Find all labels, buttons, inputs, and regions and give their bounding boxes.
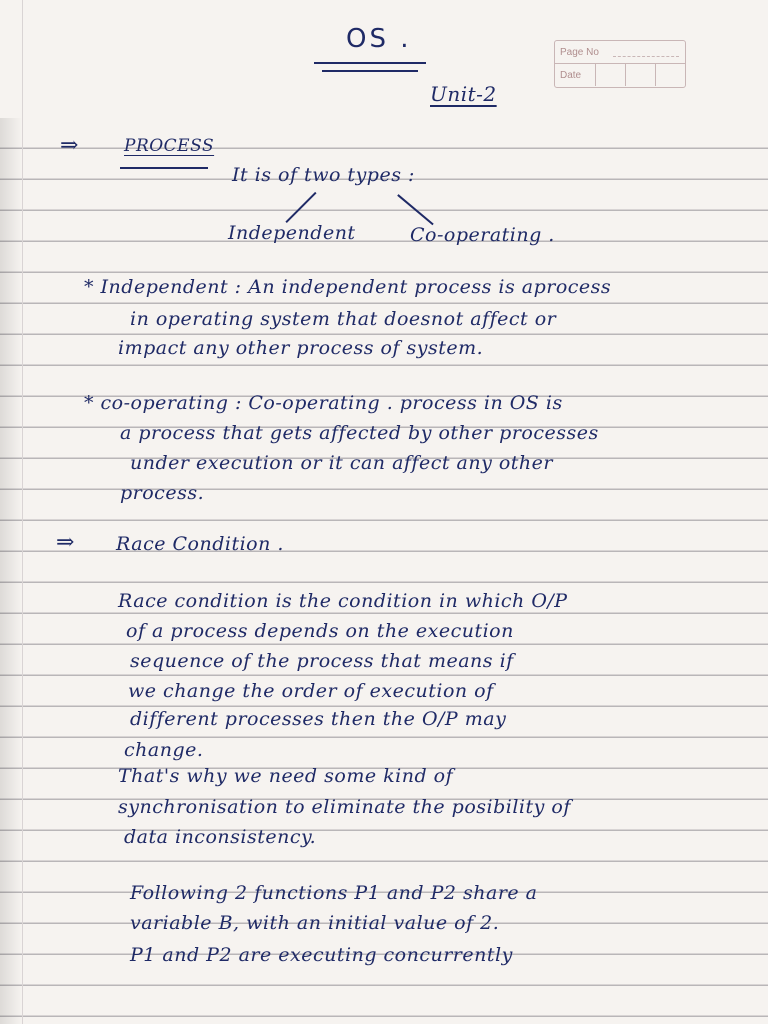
independent-label: Independent: [228, 222, 356, 244]
race-line-4: we change the order of execution of: [128, 680, 494, 702]
arrow-1: ⇒: [60, 133, 79, 158]
cooperating-def-2: a process that gets affected by other processes: [120, 422, 599, 444]
date-row: [555, 63, 685, 86]
date-label: Date: [560, 69, 582, 81]
line-types: It is of two types :: [232, 164, 415, 186]
race-line-2: of a process depends on the execution: [126, 620, 514, 642]
race-line-9: data inconsistency.: [124, 826, 317, 848]
independent-def-1: * Independent : An independent process is aprocess: [84, 276, 612, 298]
functions-line-3: P1 and P2 are executing concurrently: [130, 944, 513, 966]
cooperating-def-3: under execution or it can affect any other: [130, 452, 553, 474]
cooperating-label: Co-operating .: [410, 224, 555, 246]
unit-heading: Unit-2: [430, 82, 497, 106]
independent-def-3: impact any other process of system.: [118, 337, 484, 359]
functions-line-1: Following 2 functions P1 and P2 share a: [130, 882, 538, 904]
cooperating-def-4: process.: [120, 482, 205, 504]
title-underline-2: [322, 70, 418, 72]
process-heading: PROCESS: [124, 136, 215, 156]
page-no-row: [555, 41, 685, 63]
process-underline: [120, 167, 208, 169]
arrow-left: [286, 192, 317, 223]
race-line-6: change.: [124, 739, 204, 761]
race-line-1: Race condition is the condition in which O/P: [118, 590, 568, 612]
page-date-box: [554, 40, 686, 88]
page-no-label: Page No: [560, 46, 599, 58]
race-line-3: sequence of the process that means if: [130, 650, 514, 672]
independent-def-2: in operating system that doesnot affect or: [130, 308, 557, 330]
cooperating-def-1: * co-operating : Co-operating . process in OS is: [84, 392, 563, 414]
margin-line: [22, 0, 23, 1024]
race-line-7: That's why we need some kind of: [118, 765, 454, 787]
arrow-right: [398, 194, 434, 225]
race-line-5: different processes then the O/P may: [130, 708, 507, 730]
title-underline-1: [314, 62, 426, 64]
arrow-2: ⇒: [56, 530, 75, 555]
race-heading: Race Condition .: [116, 533, 284, 555]
race-line-8: synchronisation to eliminate the posibility of: [118, 796, 571, 818]
functions-line-2: variable B, with an initial value of 2.: [130, 912, 500, 934]
page-title: OS .: [346, 24, 412, 54]
